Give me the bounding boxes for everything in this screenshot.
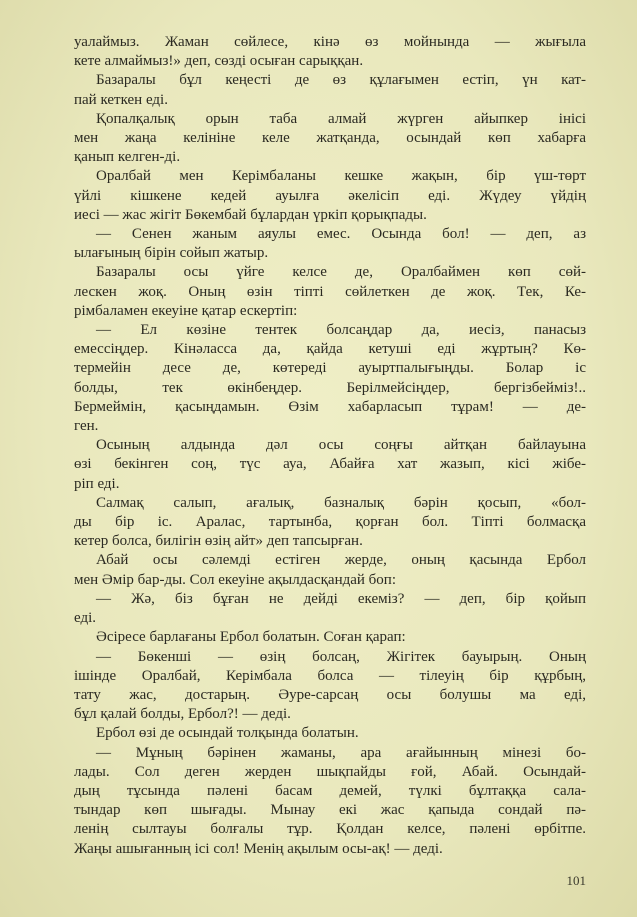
text-line: қанып келген-ді. xyxy=(74,149,181,166)
text-line: ылағының бірін сойып жатыр. xyxy=(74,245,269,262)
text-line: — Мұның бәрінен жаманы, ара ағайынның мінезі бо- xyxy=(96,744,586,761)
text-line: иесі — жас жігіт Бөкембай бұлардан үркіп қорықпады. xyxy=(74,206,427,223)
text-line: Осының алдында дәл осы соңғы айтқан байлауына xyxy=(96,437,586,454)
text-line: үйлі кішкене кедей ауылға әкелісіп еді. Жүдеу үйдің xyxy=(74,187,586,204)
paragraph xyxy=(74,551,586,589)
text-line: Бермеймін, қасыңдамын. Өзім хабарласып тұрам! — де- xyxy=(74,398,586,415)
text-line: өзі бекінген соң, түс ауа, Абайға хат жазып, кісі жібе- xyxy=(74,456,586,473)
text-line: дың тұсында пәлені басам демей, түлкі бұлтаққа сала- xyxy=(74,782,586,799)
text-line: кете алмаймыз!» деп, сөзді осыған сарыққан. xyxy=(74,53,364,70)
text-line: — Сенен жаным аяулы емес. Осында бол! — деп, аз xyxy=(96,226,586,243)
text-line: тындар көп шығады. Мынау екі жас қапыда сондай пә- xyxy=(74,802,586,819)
paragraph xyxy=(74,33,586,71)
paragraph xyxy=(74,110,586,168)
text-line: Жаңы ашығанның ісі сол! Менің ақылым осы-ақ! — деді. xyxy=(74,840,443,857)
text-line: ішінде Оралбай, Керімбала болса — тілеуің бір құрбың, xyxy=(74,667,586,684)
text-line: Салмақ салып, ағалық, базналық бәрін қосып, «бол- xyxy=(96,494,586,511)
text-line: — Бөкенші — өзің болсаң, Жігітек бауырың. Оның xyxy=(96,648,586,665)
text-line: ріп еді. xyxy=(74,475,120,492)
paragraph xyxy=(74,321,586,436)
paragraph xyxy=(74,744,586,859)
text-line: мен Әмір бар-ды. Сол екеуіне ақылдасқандай боп: xyxy=(74,571,396,588)
text-line: пай кеткен еді. xyxy=(74,91,168,108)
text-line: мен жаңа келініне келе жатқанда, осындай көп хабарға xyxy=(74,130,586,147)
paragraph xyxy=(74,628,586,647)
text-line: лескен жоқ. Оның өзін тіпті сөйлеткен де жоқ. Тек, Ке- xyxy=(74,283,586,300)
text-line: Абай осы сәлемді естіген жерде, оның қасында Ербол xyxy=(96,552,586,569)
text-line: термейін десе де, көтереді ауыртпалығыңды. Болар іс xyxy=(74,360,586,377)
paragraph xyxy=(74,494,586,552)
text-line: уалаймыз. Жаман сөйлесе, кінә өз мойнында — жығыла xyxy=(74,34,586,50)
paragraph xyxy=(74,225,586,263)
text-line: болды, тек өкінбеңдер. Берілмейсіңдер, бергізбейміз!.. xyxy=(74,379,586,396)
text-line: лады. Сол деген жерден шықпайды ғой, Абай. Осындай- xyxy=(74,763,586,780)
text-line: Оралбай мен Керімбаланы кешке жақын, бір үш-төрт xyxy=(96,168,586,185)
text-line: рімбаламен екеуіне қатар ескертіп: xyxy=(74,302,298,319)
text-line: кетер болса, билігін өзің айт» деп тапсырған. xyxy=(74,533,363,550)
text-line: ген. xyxy=(74,418,99,435)
text-line: — Жә, біз бұған не дейді екеміз? — деп, бір қойып xyxy=(96,590,586,607)
text-line: ды бір іс. Аралас, тартынба, қорған бол. Тіпті болмасқа xyxy=(74,514,586,531)
paragraph xyxy=(74,167,586,225)
text-line: еді. xyxy=(74,610,97,627)
paragraph xyxy=(74,263,586,321)
text-line: — Ел көзіне тентек болсаңдар да, иесіз, панасыз xyxy=(96,322,586,339)
text-line: Базаралы осы үйге келсе де, Оралбаймен көп сөй- xyxy=(96,264,586,281)
page-number: 101 xyxy=(566,872,586,888)
text-line: ленің сылтауы болғалы тұр. Қолдан келсе, пәлені өрбітпе. xyxy=(74,821,586,838)
text-line: бұл қалай болды, Ербол?! — деді. xyxy=(74,706,291,723)
paragraph xyxy=(74,724,586,743)
text-line: Әсіресе барлағаны Ербол болатын. Соған қарап: xyxy=(96,629,406,646)
text-line: тату жас, достарың. Әуре-сарсаң осы болушы ма еді, xyxy=(74,686,586,703)
text-line: емессіңдер. Кінәласса да, қайда кетуші еді жұртың? Кө- xyxy=(74,341,586,358)
text-line: Базаралы бұл кеңесті де өз құлағымен естіп, үн кат- xyxy=(96,72,586,89)
text-line: Қопалқалық орын таба алмай жүрген айыпкер інісі xyxy=(96,110,586,127)
paragraph xyxy=(74,590,586,628)
paragraph xyxy=(74,436,586,494)
paragraph xyxy=(74,71,586,109)
text-line: Ербол өзі де осындай толқында болатын. xyxy=(96,725,359,742)
book-page-text xyxy=(74,33,586,859)
paragraph xyxy=(74,648,586,725)
